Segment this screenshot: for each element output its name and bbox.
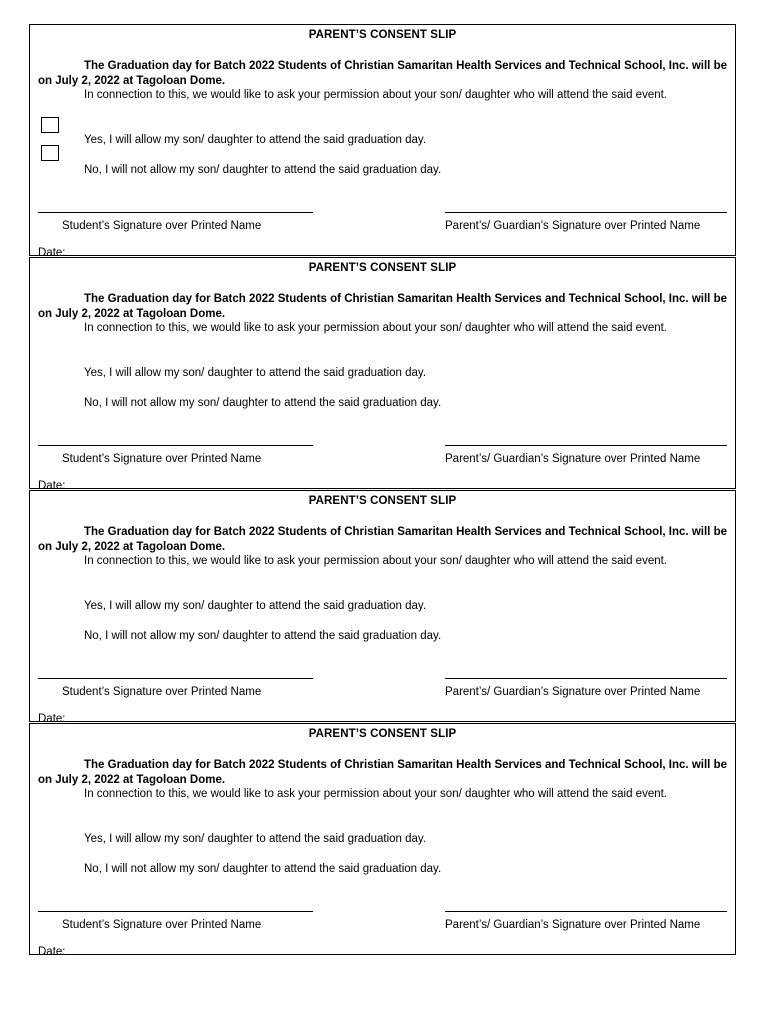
parent-signature-label: Parent’s/ Guardian’s Signature over Printed Name <box>445 220 701 232</box>
student-signature-line[interactable] <box>38 678 313 679</box>
graduation-announcement: The Graduation day for Batch 2022 Students of Christian Samaritan Health Services and Technical School, Inc. will be on July 2, 2022 at Tagoloan Dome. <box>38 759 727 786</box>
parent-signature-line[interactable] <box>445 678 727 679</box>
parent-signature-line[interactable] <box>445 212 727 213</box>
graduation-announcement: The Graduation day for Batch 2022 Students of Christian Samaritan Health Services and Technical School, Inc. will be on July 2, 2022 at Tagoloan Dome. <box>38 60 727 87</box>
allow-option-label: Yes, I will allow my son/ daughter to attend the said graduation day. <box>84 833 427 845</box>
allow-option-label: Yes, I will allow my son/ daughter to attend the said graduation day. <box>84 600 427 612</box>
slip-title: PARENT’S CONSENT SLIP <box>308 29 457 41</box>
date-label: Date: <box>38 713 66 722</box>
disallow-option-label: No, I will not allow my son/ daughter to attend the said graduation day. <box>84 164 442 176</box>
graduation-announcement: The Graduation day for Batch 2022 Students of Christian Samaritan Health Services and Technical School, Inc. will be on July 2, 2022 at Tagoloan Dome. <box>38 293 727 320</box>
parent-signature-label: Parent’s/ Guardian’s Signature over Printed Name <box>445 919 701 931</box>
disallow-option-label: No, I will not allow my son/ daughter to attend the said graduation day. <box>84 630 442 642</box>
slip-title: PARENT’S CONSENT SLIP <box>308 728 457 740</box>
parent-signature-label: Parent’s/ Guardian’s Signature over Printed Name <box>445 686 701 698</box>
disallow-option-label: No, I will not allow my son/ daughter to attend the said graduation day. <box>84 863 442 875</box>
student-signature-line[interactable] <box>38 445 313 446</box>
permission-request: In connection to this, we would like to ask your permission about your son/ daughter who will attend the said event. <box>84 788 667 800</box>
allow-option-label: Yes, I will allow my son/ daughter to attend the said graduation day. <box>84 367 427 379</box>
student-signature-label: Student’s Signature over Printed Name <box>62 453 262 465</box>
date-label: Date: <box>38 480 66 489</box>
student-signature-line[interactable] <box>38 911 313 912</box>
consent-slip-3 <box>29 490 736 722</box>
consent-slip-1 <box>29 24 736 256</box>
slip-title: PARENT’S CONSENT SLIP <box>308 495 457 507</box>
student-signature-label: Student’s Signature over Printed Name <box>62 686 262 698</box>
disallow-checkbox[interactable] <box>41 145 59 161</box>
parent-signature-label: Parent’s/ Guardian’s Signature over Printed Name <box>445 453 701 465</box>
parent-signature-line[interactable] <box>445 911 727 912</box>
student-signature-label: Student’s Signature over Printed Name <box>62 919 262 931</box>
slip-title: PARENT’S CONSENT SLIP <box>308 262 457 274</box>
disallow-option-label: No, I will not allow my son/ daughter to attend the said graduation day. <box>84 397 442 409</box>
parent-signature-line[interactable] <box>445 445 727 446</box>
date-label: Date: <box>38 247 66 256</box>
permission-request: In connection to this, we would like to ask your permission about your son/ daughter who will attend the said event. <box>84 89 667 101</box>
student-signature-line[interactable] <box>38 212 313 213</box>
allow-option-label: Yes, I will allow my son/ daughter to attend the said graduation day. <box>84 134 427 146</box>
student-signature-label: Student’s Signature over Printed Name <box>62 220 262 232</box>
permission-request: In connection to this, we would like to ask your permission about your son/ daughter who will attend the said event. <box>84 555 667 567</box>
permission-request: In connection to this, we would like to ask your permission about your son/ daughter who will attend the said event. <box>84 322 667 334</box>
consent-slip-4 <box>29 723 736 955</box>
graduation-announcement: The Graduation day for Batch 2022 Students of Christian Samaritan Health Services and Technical School, Inc. will be on July 2, 2022 at Tagoloan Dome. <box>38 526 727 553</box>
date-label: Date: <box>38 946 66 955</box>
consent-slip-2 <box>29 257 736 489</box>
allow-checkbox[interactable] <box>41 117 59 133</box>
